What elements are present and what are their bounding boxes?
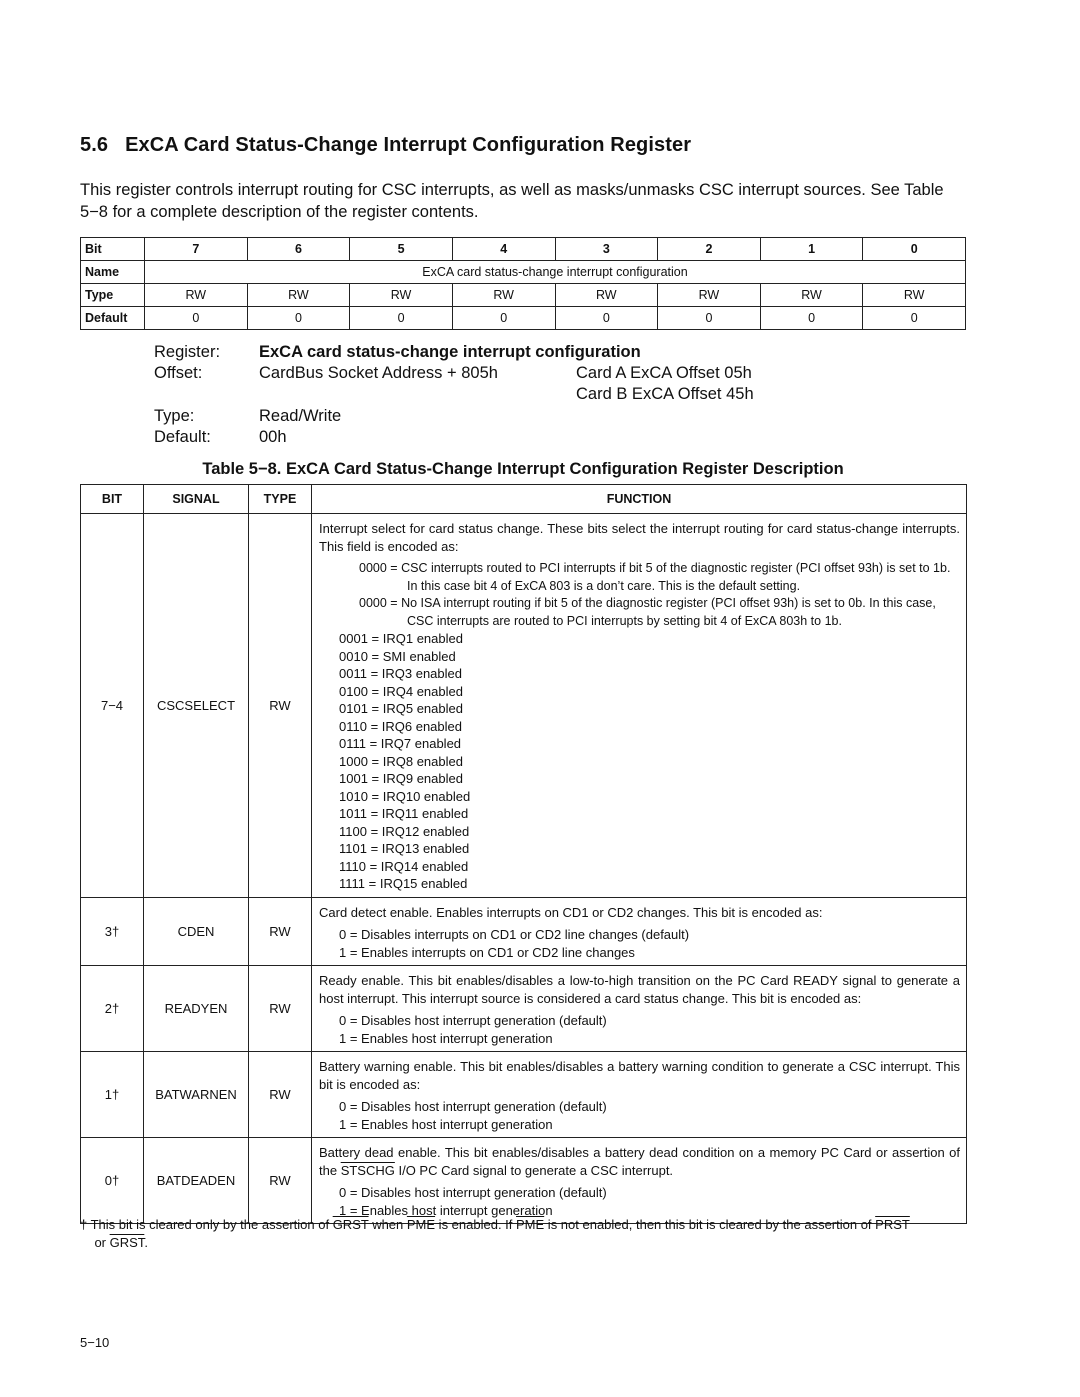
type-cell: RW xyxy=(249,1138,312,1224)
encoding-item: 1010 = IRQ10 enabled xyxy=(339,788,471,804)
type-row xyxy=(81,284,966,307)
encoding-item: 1 = Enables interrupts on CD1 or CD2 line changes xyxy=(339,944,635,960)
type-cell: RW xyxy=(249,514,312,898)
bit-field-table xyxy=(80,237,966,330)
encoding-item: 1101 = IRQ13 enabled xyxy=(339,841,470,856)
type-cell: RW xyxy=(555,284,658,307)
type-cell: RW xyxy=(863,284,966,307)
type-value: Read/Write xyxy=(259,407,342,425)
header-bit: BIT xyxy=(81,485,144,514)
default-cell: 0 xyxy=(452,307,555,330)
encoding-item: 0101 = IRQ5 enabled xyxy=(339,701,463,716)
encoding-text: No ISA interrupt routing if bit 5 of the diagnostic register (PCI offset 93h) is set to 0b. In this case, CSC interrupts are routed to PCI interrupts by setting bit 4 of ExCA 803h to 1b. xyxy=(401,596,936,628)
function-description: Card detect enable. Enables interrupts on CD1 or CD2 changes. This bit is encoded as: xyxy=(319,904,823,920)
encoding-item: 0 = Disables host interrupt generation (default) xyxy=(339,1013,607,1028)
default-row xyxy=(81,307,966,330)
description-table xyxy=(80,484,967,1224)
row-label-default: Default xyxy=(81,307,145,330)
encoding-list xyxy=(319,1012,960,1047)
bit-cell: 2† xyxy=(81,966,144,1052)
name-row xyxy=(81,261,966,284)
register-value: ExCA card status-change interrupt configuration xyxy=(259,343,641,361)
type-cell: RW xyxy=(247,284,350,307)
table-row xyxy=(81,1138,967,1224)
encoding-item: 0100 = IRQ4 enabled xyxy=(339,683,463,699)
function-description: Battery warning enable. This bit enables/disables a battery warning condition to generate a CSC interrupt. This bit is encoded as: xyxy=(319,1059,960,1092)
bit-cell: 5 xyxy=(350,238,453,261)
bit-cell: 1† xyxy=(81,1052,144,1138)
offset-label: Offset: xyxy=(154,364,203,382)
footnote-mark: † xyxy=(80,1217,88,1232)
encoding-item: 1000 = IRQ8 enabled xyxy=(339,753,463,769)
encoding-item: 0110 = IRQ6 enabled xyxy=(339,718,462,734)
encoding-item: 0 = Disables host interrupt generation (default) xyxy=(339,1099,607,1114)
function-description: Battery dead enable. This bit enables/disables a battery dead condition on a memory PC Card or assertion of the STSCHG I/O PC Card signal to generate a CSC interrupt. xyxy=(319,1145,960,1178)
function-description: Ready enable. This bit enables/disables a low-to-high transition on the PC Card READY signal to generate a host interrupt. This interrupt source is considered a card status change. This bit is encoded as: xyxy=(319,973,960,1006)
encoding-code: 0000 = xyxy=(359,596,398,610)
encoding-item: 0011 = IRQ3 enabled xyxy=(339,666,462,681)
encoding-item: 1 = Enables host interrupt generation xyxy=(339,1116,553,1132)
signal-pme: $\overline{PME}$ xyxy=(516,1217,545,1232)
encoding-text: CSC interrupts routed to PCI interrupts if bit 5 of the diagnostic register (PCI offset 93h) is set to 1b. In this case bit 4 of ExCA 803 is a don’t care. This is the default setting. xyxy=(401,561,951,593)
bit-cell: 1 xyxy=(760,238,863,261)
function-description: Interrupt select for card status change. These bits select the interrupt routing for card status-change interrupts. This field is encoded as: xyxy=(319,521,960,554)
signal-cell: CDEN xyxy=(144,897,249,966)
function-cell xyxy=(312,514,967,898)
bit-cell: 0 xyxy=(863,238,966,261)
header-row xyxy=(81,485,967,514)
bit-cell: 6 xyxy=(247,238,350,261)
type-cell: RW xyxy=(249,1052,312,1138)
encoding-list xyxy=(319,1098,960,1133)
bit-row xyxy=(81,238,966,261)
row-label-bit: Bit xyxy=(81,238,145,261)
encoding-item: 0 = Disables host interrupt generation (default) xyxy=(339,1185,607,1200)
default-value: 00h xyxy=(259,428,287,446)
encoding-item: 1001 = IRQ9 enabled xyxy=(339,771,463,786)
default-cell: 0 xyxy=(760,307,863,330)
encoding-list xyxy=(319,630,960,893)
type-cell: RW xyxy=(658,284,761,307)
bit-cell: 2 xyxy=(658,238,761,261)
function-cell xyxy=(312,897,967,966)
bit-cell: 0† xyxy=(81,1138,144,1224)
row-label-type: Type xyxy=(81,284,145,307)
type-cell: RW xyxy=(350,284,453,307)
row-label-name: Name xyxy=(81,261,145,284)
intro-paragraph: This register controls interrupt routing for CSC interrupts, as well as masks/unmasks CSC interrupt sources. See Table 5−8 for a complete description of the register contents. xyxy=(80,181,944,221)
default-cell: 0 xyxy=(863,307,966,330)
type-cell: RW xyxy=(249,897,312,966)
function-cell xyxy=(312,1052,967,1138)
signal-cell: BATDEADEN xyxy=(144,1138,249,1224)
function-cell xyxy=(312,1138,967,1224)
encoding-item: 1100 = IRQ12 enabled xyxy=(339,823,470,839)
encoding-item: 0 = Disables interrupts on CD1 or CD2 line changes (default) xyxy=(339,927,690,942)
type-label: Type: xyxy=(154,407,195,425)
header-signal: SIGNAL xyxy=(144,485,249,514)
table-row xyxy=(81,897,967,966)
table-caption: Table 5−8. ExCA Card Status-Change Interrupt Configuration Register Description xyxy=(202,460,844,478)
register-name-cell: ExCA card status-change interrupt configuration xyxy=(145,261,966,284)
signal-prst: PRST xyxy=(875,1217,910,1232)
encoding-list xyxy=(319,926,960,961)
signal-name-stschg: STSCHG xyxy=(340,1162,395,1178)
default-cell: 0 xyxy=(658,307,761,330)
encoding-code: 0000 = xyxy=(359,561,398,575)
signal-cell: READYEN xyxy=(144,966,249,1052)
register-label: Register: xyxy=(154,343,221,361)
bit-cell: 7−4 xyxy=(81,514,144,898)
table-row xyxy=(81,1052,967,1138)
section-title: ExCA Card Status-Change Interrupt Configuration Register xyxy=(125,134,692,156)
type-cell: RW xyxy=(452,284,555,307)
offset-card-a: Card A ExCA Offset 05h xyxy=(576,364,752,382)
encoding-list xyxy=(319,1184,960,1219)
section-number: 5.6 xyxy=(80,134,109,156)
default-cell: 0 xyxy=(145,307,248,330)
table-row xyxy=(81,966,967,1052)
header-function: FUNCTION xyxy=(312,485,967,514)
section-heading xyxy=(80,134,691,157)
default-cell: 0 xyxy=(247,307,350,330)
encoding-item: 1011 = IRQ11 enabled xyxy=(339,806,469,821)
footnote: † This bit is cleared only by the assertion of GRST when $\overline{PME}$ is enabled. If $\overline{PME}$ is not enabled, then this bit is cleared by the assertion of PRST or GRST. xyxy=(80,1217,910,1250)
page-number: 5−10 xyxy=(80,1335,110,1350)
signal-grst: GRST xyxy=(332,1217,369,1232)
type-cell: RW xyxy=(249,966,312,1052)
signal-cell: CSCSELECT xyxy=(144,514,249,898)
signal-cell: BATWARNEN xyxy=(144,1052,249,1138)
offset-card-b: Card B ExCA Offset 45h xyxy=(576,385,754,403)
encoding-item: 1 = Enables host interrupt generation xyxy=(339,1202,553,1218)
encoding-item: 0010 = SMI enabled xyxy=(339,648,456,664)
function-cell xyxy=(312,966,967,1052)
encoding-item: 1 = Enables host interrupt generation xyxy=(339,1030,553,1046)
encoding-item: 0111 = IRQ7 enabled xyxy=(339,736,462,751)
type-cell: RW xyxy=(145,284,248,307)
encoding-item: 0001 = IRQ1 enabled xyxy=(339,631,463,646)
bit-cell: 3† xyxy=(81,897,144,966)
bit-cell: 3 xyxy=(555,238,658,261)
bit-cell: 4 xyxy=(452,238,555,261)
table-row xyxy=(81,514,967,898)
header-type: TYPE xyxy=(249,485,312,514)
encoding-item: 1111 = IRQ15 enabled xyxy=(339,876,468,891)
encoding-item: 1110 = IRQ14 enabled xyxy=(339,858,469,874)
encoding-note xyxy=(319,560,960,630)
signal-pme: $\overline{PME}$ xyxy=(406,1217,436,1232)
default-cell: 0 xyxy=(350,307,453,330)
signal-grst: GRST xyxy=(109,1235,145,1250)
default-label: Default: xyxy=(154,428,211,446)
default-cell: 0 xyxy=(555,307,658,330)
offset-value: CardBus Socket Address + 805h xyxy=(259,364,498,382)
type-cell: RW xyxy=(760,284,863,307)
bit-cell: 7 xyxy=(145,238,248,261)
